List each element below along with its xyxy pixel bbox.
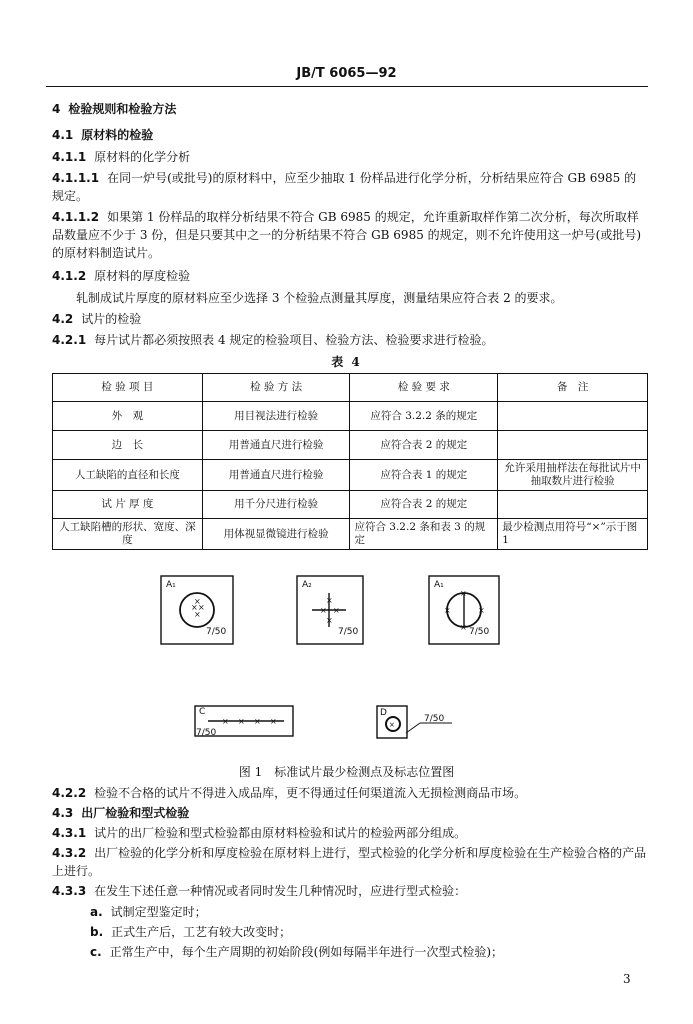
svg-text:×: ×	[194, 597, 201, 606]
section-4-1-2-body: 轧制成试片厚度的原材料应至少选择 3 个检验点测量其厚度，测量结果应符合表 2 的要求。	[76, 291, 563, 305]
svg-text:×: ×	[460, 589, 467, 598]
table-header-cell: 检 验 项 目	[53, 374, 203, 402]
svg-text:×: ×	[191, 603, 198, 612]
svg-text:×: ×	[194, 610, 201, 619]
svg-text:×: ×	[333, 606, 340, 615]
table-cell: 应符合表 1 的规定	[350, 460, 498, 491]
svg-text:×: ×	[198, 603, 205, 612]
table-cell: 试 片 厚 度	[53, 491, 203, 519]
table-cell	[498, 402, 648, 431]
figure-ratio: 7/50	[196, 728, 217, 738]
section-4: 4 检验规则和检验方法	[52, 102, 177, 116]
table-cell: 应符合表 2 的规定	[350, 431, 498, 460]
section-4-3-3: 4.3.3 在发生下述任意一种情况或者同时发生几种情况时，应进行型式检验：	[52, 884, 467, 898]
svg-text:×: ×	[270, 717, 277, 726]
section-4-1: 4.1 原材料的检验	[52, 128, 154, 142]
figure-ratio: 7/50	[469, 627, 490, 637]
table-cell: 人工缺陷的直径和长度	[53, 460, 203, 491]
figure-label: D	[380, 708, 387, 718]
section-4-1-2: 4.1.2 原材料的厚度检验	[52, 269, 191, 283]
table-cell: 用体视显微镜进行检验	[202, 519, 350, 550]
table-cell: 用普通直尺进行检验	[202, 460, 350, 491]
section-4-2: 4.2 试片的检验	[52, 312, 142, 326]
table-header-row	[53, 374, 648, 402]
table-row	[53, 491, 648, 519]
table-cell: 允许采用抽样法在每批试片中抽取数片进行检验	[498, 460, 648, 491]
table-row	[53, 402, 648, 431]
table-cell: 用普通直尺进行检验	[202, 431, 350, 460]
table-cell: 人工缺陷槽的形状、宽度、深度	[53, 519, 203, 550]
svg-text:×: ×	[326, 616, 333, 625]
header-rule	[46, 86, 648, 87]
svg-text:×: ×	[478, 606, 485, 615]
list-item: b. 正式生产后，工艺有较大改变时；	[90, 925, 292, 939]
table-caption: 表 4	[331, 355, 362, 369]
table-row	[53, 460, 648, 491]
table-cell	[498, 491, 648, 519]
svg-text:×: ×	[222, 717, 229, 726]
table-cell	[498, 431, 648, 460]
table-header-cell: 检 验 方 法	[202, 374, 350, 402]
table-cell: 应符合表 2 的规定	[350, 491, 498, 519]
table-cell: 边 长	[53, 431, 203, 460]
section-4-3: 4.3 出厂检验和型式检验	[52, 806, 190, 820]
table-header-cell: 检 验 要 求	[350, 374, 498, 402]
figure-label: A₁	[166, 580, 176, 590]
svg-text:×: ×	[254, 717, 261, 726]
section-4-3-2: 4.3.2 出厂检验的化学分析和厚度检验在原材料上进行，型式检验的化学分析和厚度检验在生产检验合格的产品上进行。	[52, 846, 647, 878]
figure-label: C	[199, 707, 206, 717]
svg-text:×: ×	[238, 717, 245, 726]
table-cell: 用千分尺进行检验	[202, 491, 350, 519]
figure-ratio: 7/50	[424, 714, 445, 724]
page-number: 3	[623, 972, 631, 986]
table-row	[53, 519, 648, 550]
list-item: c. 正常生产中，每个生产周期的初始阶段(例如每隔半年进行一次型式检验)；	[90, 945, 504, 959]
table-cell: 用目视法进行检验	[202, 402, 350, 431]
figure-ratio: 7/50	[206, 627, 227, 637]
table-cell: 应符合 3.2.2 条的规定	[350, 402, 498, 431]
table-4	[52, 373, 648, 550]
section-4-3-1: 4.3.1 试片的出厂检验和型式检验都由原材料检验和试片的检验两部分组成。	[52, 826, 467, 840]
table-cell: 最少检测点用符号“×”示于图 1	[498, 519, 648, 550]
figure-label: A₂	[302, 580, 312, 590]
svg-text:×: ×	[389, 721, 395, 729]
table-cell: 应符合 3.2.2 条和表 3 的规定	[350, 519, 498, 550]
svg-text:×: ×	[460, 623, 467, 632]
figure-caption: 图 1 标准试片最少检测点及标志位置图	[238, 765, 455, 779]
section-4-1-1-1: 4.1.1.1 在同一炉号(或批号)的原材料中，应至少抽取 1 份样品进行化学分析，分析结果应符合 GB 6985 的规定。	[52, 171, 637, 203]
svg-text:×: ×	[320, 606, 327, 615]
table-cell: 外 观	[53, 402, 203, 431]
section-4-2-2: 4.2.2 检验不合格的试片不得进入成品库，更不得通过任何渠道流入无损检测商品市场。	[52, 786, 527, 800]
section-4-2-1: 4.2.1 每片试片都必须按照表 4 规定的检验项目、检验方法、检验要求进行检验。	[52, 333, 494, 347]
figure-d-square	[376, 705, 456, 745]
table-header-cell: 备 注	[498, 374, 648, 402]
figure-label: A₁	[434, 580, 444, 590]
svg-text:×: ×	[326, 596, 333, 605]
section-4-1-1: 4.1.1 原材料的化学分析	[52, 150, 191, 164]
table-row	[53, 431, 648, 460]
list-item: a. 试制定型鉴定时；	[90, 905, 207, 919]
section-4-1-1-2: 4.1.1.2 如果第 1 份样品的取样分析结果不符合 GB 6985 的规定，允许重新取样作第二次分析，每次所取样品数量应不少于 3 份，但是只要其中之一的分析结果不符合 GB 6985 的规定，则不允许使用这一炉号(或批号)的原材料制造试片。	[52, 210, 642, 260]
svg-text:×: ×	[444, 606, 451, 615]
figure-ratio: 7/50	[338, 627, 359, 637]
header-code: JB/T 6065—92	[296, 66, 397, 81]
